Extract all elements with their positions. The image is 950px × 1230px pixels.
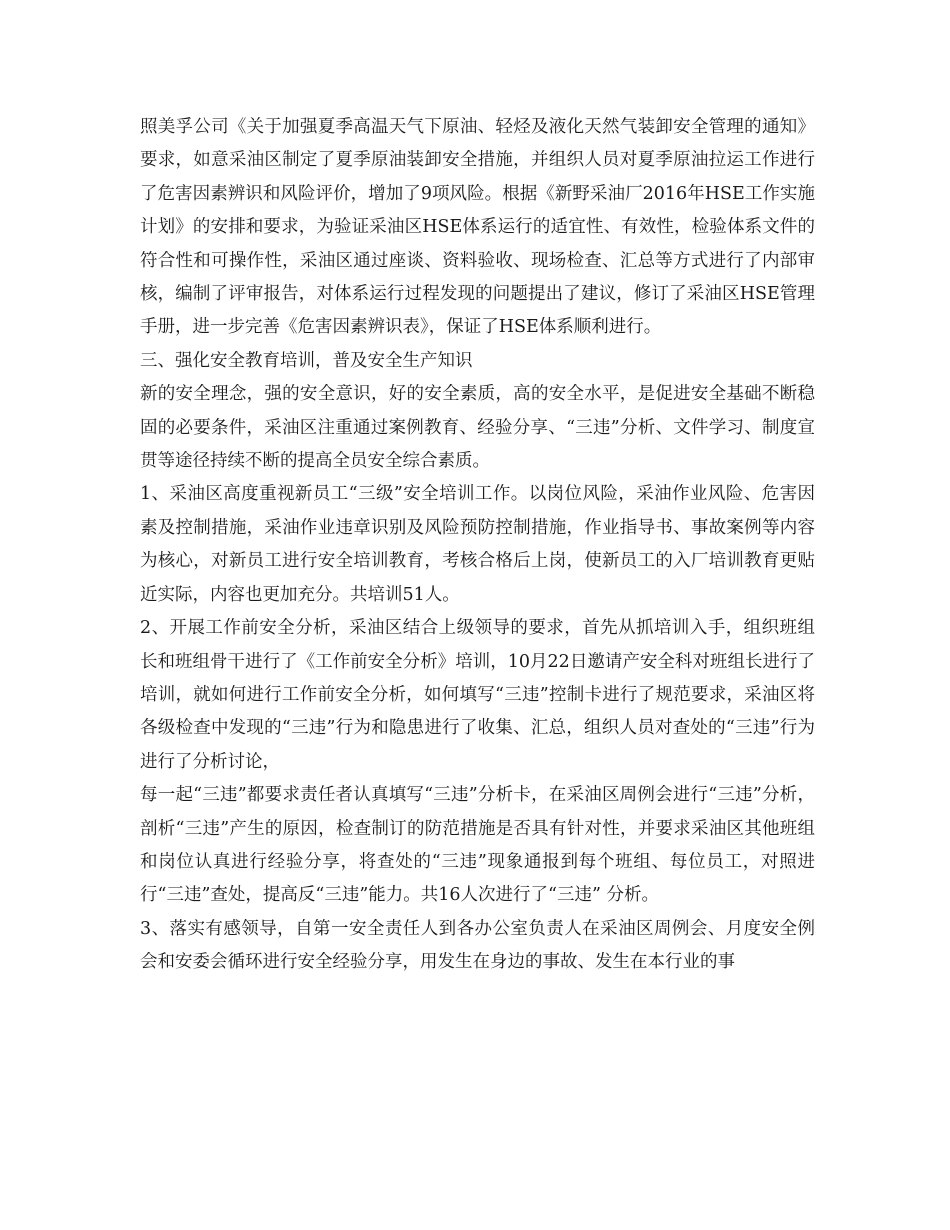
paragraph-leadership: 3、落实有感领导，自第一安全责任人到各办公室负责人在采油区周例会、月度安全例会和安委会循环进行安全经验分享，用发生在身边的事故、发生在本行业的事 (140, 918, 815, 973)
paragraph-pre-work-analysis: 2、开展工作前安全分析，采油区结合上级领导的要求，首先从抓培训入手，组织班组长和班组骨干进行了《工作前安全分析》培训，10月22日邀请产安全科对班组长进行了培训，就如何进行工作前安全分析，如何填写“三违”控制卡进行了规范要求，采油区将各级检查中发现的“三违”行为和隐患进行了收集、汇总，组织人员对查处的“三违”行为进行了分析讨论， (140, 618, 815, 772)
paragraph-hse-audit: 照美孚公司《关于加强夏季高温天气下原油、轻烃及液化天然气装卸安全管理的通知》要求，如意采油区制定了夏季原油装卸安全措施，并组织人员对夏季原油拉运工作进行了危害因素辨识和风险评价，增加了9项风险。根据《新野采油厂2016年HSE工作实施计划》的安排和要求，为验证采油区HSE体系运行的适宜性、有效性，检验体系文件的符合性和可操作性，采油区通过座谈、资料验收、现场检查、汇总等方式进行了内部审核，编制了评审报告，对体系运行过程发现的问题提出了建议，修订了采油区HSE管理手册，进一步完善《危害因素辨识表》，保证了HSE体系顺利进行。 (140, 117, 815, 338)
section-heading-safety-training: 三、强化安全教育培训，普及安全生产知识 (140, 350, 473, 371)
paragraph-violation-analysis: 每一起“三违”都要求责任者认真填写“三违”分析卡，在采油区周例会进行“三违”分析，剖析“三违”产生的原因，检查制订的防范措施是否具有针对性，并要求采油区其他班组和岗位认真进行经验分享，将查处的“三违”现象通报到每个班组、每位员工，对照进行“三违”查处，提高反“三违”能力。共16人次进行了“三违” 分析。 (140, 785, 815, 906)
document-body (140, 111, 815, 980)
paragraph-safety-concept: 新的安全理念，强的安全意识，好的安全素质，高的安全水平，是促进安全基础不断稳固的必要条件，采油区注重通过案例教育、经验分享、“三违”分析、文件学习、制度宣贯等途径持续不断的提高全员安全综合素质。 (140, 384, 815, 472)
paragraph-new-employee-training: 1、采油区高度重视新员工“三级”安全培训工作。以岗位风险，采油作业风险、危害因素及控制措施，采油作业违章识别及风险预防控制措施，作业指导书、事故案例等内容为核心，对新员工进行安全培训教育，考核合格后上岗，使新员工的入厂培训教育更贴近实际，内容也更加充分。共培训51人。 (140, 484, 815, 605)
